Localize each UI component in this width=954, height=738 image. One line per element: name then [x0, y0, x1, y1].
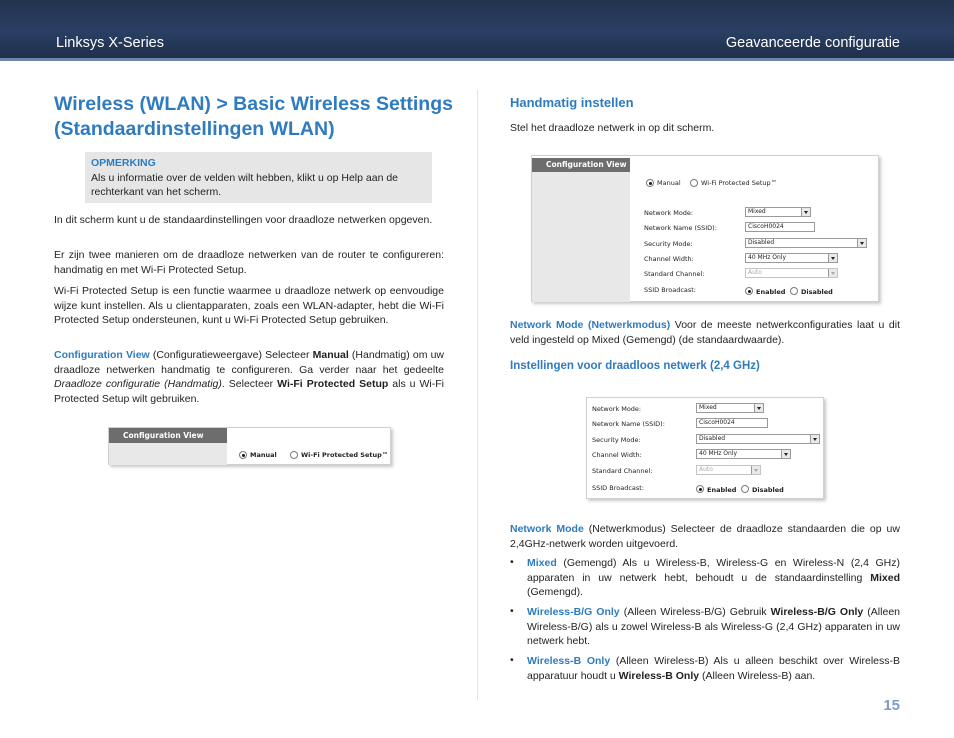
ssid-label: Network Name (SSID): — [592, 420, 665, 428]
chevron-down-icon — [828, 269, 837, 277]
text-span: Voor de meeste netwerkconfiguraties laat u dit veld ingesteld op Mixed (Gemengd) (de standaardwaarde). — [510, 319, 900, 346]
channel-width-label: Channel Width: — [592, 451, 642, 459]
wps-radio-label: Wi-Fi Protected Setup™ — [701, 179, 778, 187]
config-view-paragraph — [54, 348, 444, 406]
bullet-term: Mixed — [527, 557, 557, 569]
config-view-term: Configuration View — [54, 349, 150, 361]
channel-width-value: 40 MHz Only — [699, 450, 738, 457]
manual-setup-heading: Handmatig instellen — [510, 95, 634, 110]
manual-setup-intro: Stel het draadloze netwerk in op dit scherm. — [510, 122, 715, 134]
network-mode-value: Mixed — [748, 208, 766, 215]
section-title-line1: Wireless (WLAN) > Basic Wireless Settings — [54, 93, 453, 115]
ssid-value: CiscoH0024 — [699, 419, 735, 426]
network-mode-select[interactable] — [696, 403, 764, 413]
manual-radio-label: Manual — [657, 179, 681, 187]
manual-term: Manual — [312, 349, 349, 361]
manual-radio[interactable] — [239, 451, 247, 459]
wps-radio-label: Wi-Fi Protected Setup™ — [301, 451, 389, 459]
broadcast-disabled-label: Disabled — [801, 288, 833, 296]
product-name: Linksys X-Series — [56, 35, 164, 51]
broadcast-disabled-label: Disabled — [752, 486, 784, 494]
broadcast-enabled-label: Enabled — [707, 486, 737, 494]
manual-config-screenshot — [531, 155, 879, 302]
config-view-bar: Configuration View — [109, 428, 227, 443]
section-title — [54, 92, 454, 142]
manual-radio-label: Manual — [250, 451, 277, 459]
chevron-down-icon — [828, 254, 837, 262]
text-span: (Netwerkmodus) Selecteer de draadloze standaarden die op uw 2,4GHz-netwerk worden uitgevoerd. — [510, 523, 900, 550]
section-reference: Draadloze configuratie (Handmatig) — [54, 378, 222, 390]
broadcast-enabled-radio[interactable] — [696, 485, 704, 493]
network-mode-select[interactable] — [745, 207, 811, 217]
wps-radio[interactable] — [690, 179, 698, 187]
sidebar-area — [109, 443, 227, 465]
sidebar-area — [532, 172, 630, 302]
chevron-down-icon — [857, 239, 866, 247]
network-mode-term: Network Mode (Netwerkmodus) — [510, 319, 671, 331]
note-box — [85, 152, 432, 203]
note-text: Als u informatie over de velden wilt hebben, klikt u op Help aan de rechterkant van het scherm. — [91, 171, 399, 198]
security-mode-value: Disabled — [699, 435, 726, 442]
bullet-dot: • — [510, 654, 514, 666]
section-title-line2: (Standaardinstellingen WLAN) — [54, 118, 335, 140]
text-span: als u Wi-Fi Protected Setup wilt gebruiken. — [54, 378, 444, 405]
network-mode-24-paragraph — [510, 522, 900, 551]
standard-channel-label: Standard Channel: — [592, 467, 653, 475]
wps-term: Wi-Fi Protected Setup — [277, 378, 389, 390]
security-mode-label: Security Mode: — [644, 240, 693, 248]
network-mode-paragraph — [510, 318, 900, 347]
channel-width-label: Channel Width: — [644, 255, 694, 263]
standard-channel-label: Standard Channel: — [644, 270, 705, 278]
intro-paragraph: In dit scherm kunt u de standaardinstellingen voor draadloze netwerken opgeven. — [54, 214, 433, 226]
wps-paragraph: Wi-Fi Protected Setup is een functie waarmee u draadloze netwerk op eenvoudige wijze kunt instellen. Als u clientapparaten, zoals een WLAN-adapter, hebt die Wi-Fi Protected Setup ondersteunen, kunt u Wi-Fi Protected Setup gebruiken. — [54, 285, 444, 326]
bullet-dot: • — [510, 605, 514, 617]
standard-channel-select[interactable] — [696, 465, 761, 475]
chevron-down-icon — [801, 208, 810, 216]
chevron-down-icon — [754, 404, 763, 412]
methods-paragraph: Er zijn twee manieren om de draadloze netwerken van de router te configureren: handmatig en met Wi-Fi Protected Setup. — [54, 249, 444, 276]
standard-channel-select[interactable] — [745, 268, 838, 278]
wireless-24-heading: Instellingen voor draadloos netwerk (2,4 GHz) — [510, 360, 760, 372]
text-span: (Handmatig) om uw draadloze netwerken handmatig te configureren. Ga verder naar het gedeelte — [54, 349, 444, 376]
network-mode-label: Network Mode: — [592, 405, 642, 413]
text-span: (Alleen Wireless-B/G) als u zowel Wireless-B als Wireless-G (2,4 GHz) apparaten in uw netwerk hebt. — [527, 606, 900, 647]
ssid-input[interactable] — [696, 418, 768, 428]
config-view-bar: Configuration View — [532, 158, 630, 172]
wireless-24-screenshot — [586, 397, 824, 499]
ssid-broadcast-label: SSID Broadcast: — [592, 484, 644, 492]
bullet-dot: • — [510, 556, 514, 568]
security-mode-value: Disabled — [748, 239, 775, 246]
channel-width-value: 40 MHz Only — [748, 254, 787, 261]
config-view-screenshot — [108, 427, 391, 465]
bold-term: Wireless-B Only — [618, 669, 700, 682]
security-mode-select[interactable] — [745, 238, 867, 248]
security-mode-select[interactable] — [696, 434, 820, 444]
standard-channel-value: Auto — [699, 466, 713, 473]
bold-term: Mixed — [870, 571, 900, 584]
ssid-label: Network Name (SSID): — [644, 224, 717, 232]
security-mode-label: Security Mode: — [592, 436, 641, 444]
text-span: (Configuratieweergave) Selecteer — [149, 349, 313, 361]
wps-radio[interactable] — [290, 451, 298, 459]
channel-width-select[interactable] — [696, 449, 791, 459]
bullet-term: Wireless-B/G Only — [527, 606, 620, 618]
chevron-down-icon — [751, 466, 760, 474]
ssid-broadcast-label: SSID Broadcast: — [644, 286, 696, 294]
text-span: (Alleen Wireless-B) Als u alleen beschikt over Wireless-B apparatuur houdt u — [527, 655, 900, 682]
network-mode-label: Network Mode: — [644, 209, 694, 217]
column-divider — [477, 90, 478, 700]
broadcast-enabled-radio[interactable] — [745, 287, 753, 295]
channel-width-select[interactable] — [745, 253, 838, 263]
standard-channel-value: Auto — [748, 269, 762, 276]
chevron-down-icon — [810, 435, 819, 443]
header-rule — [0, 58, 954, 61]
network-mode-term: Network Mode — [510, 523, 584, 535]
text-span: (Gemengd). — [527, 586, 584, 598]
ssid-input[interactable] — [745, 222, 815, 232]
page-number: 15 — [883, 697, 900, 714]
chevron-down-icon — [781, 450, 790, 458]
text-span: (Alleen Wireless-B/G) Gebruik — [619, 606, 771, 618]
text-span: (Gemengd) Als u Wireless-B, Wireless-G en Wireless-N (2,4 GHz) apparaten in uw netwerk hebt, behoudt u de standaardinstelling — [527, 557, 900, 584]
broadcast-disabled-radio[interactable] — [741, 485, 749, 493]
manual-radio[interactable] — [646, 179, 654, 187]
bullet-b-only — [527, 654, 900, 683]
bullet-bg-only — [527, 605, 900, 649]
note-label: OPMERKING — [91, 157, 156, 169]
bold-term: Wireless-B/G Only — [770, 606, 864, 618]
broadcast-enabled-label: Enabled — [756, 288, 786, 296]
chapter-title: Geavanceerde configuratie — [725, 35, 900, 51]
network-mode-value: Mixed — [699, 404, 717, 411]
ssid-value: CiscoH0024 — [748, 223, 784, 230]
page-header — [0, 0, 954, 58]
broadcast-disabled-radio[interactable] — [790, 287, 798, 295]
bullet-term: Wireless-B Only — [527, 655, 611, 667]
text-span: . Selecteer — [221, 378, 278, 390]
bullet-mixed — [527, 556, 900, 600]
text-span: (Alleen Wireless-B) aan. — [699, 669, 816, 682]
